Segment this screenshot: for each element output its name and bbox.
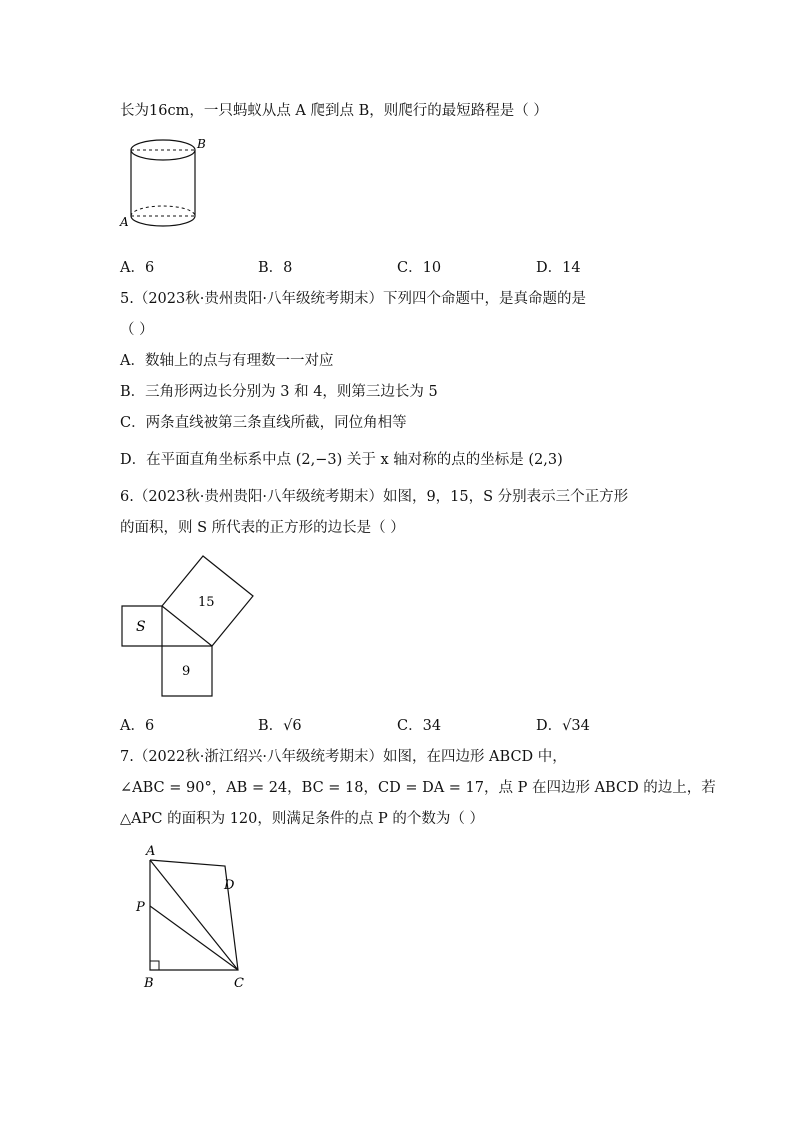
cylinder-figure (112, 132, 222, 232)
q4-option-b[interactable]: B．8 (258, 260, 293, 276)
q4-option-a[interactable]: A．6 (120, 260, 155, 276)
q5-stem-line2: （ ） (120, 322, 154, 338)
squares-figure (112, 548, 272, 708)
q6-option-b[interactable]: B．√6 (258, 718, 302, 734)
q5-option-a[interactable]: A．数轴上的点与有理数一一对应 (120, 353, 334, 369)
q6-option-d[interactable]: D．√34 (536, 718, 590, 734)
quad-label-b: B (144, 976, 154, 991)
q5-option-b[interactable]: B．三角形两边长分别为 3 和 4，则第三边长为 5 (120, 384, 438, 400)
cylinder-label-b: B (197, 137, 206, 151)
q5-stem-line1: 5.（2023秋·贵州贵阳·八年级统考期末）下列四个命题中，是真命题的是 (120, 291, 586, 307)
q6-stem-line2: 的面积，则 S 所代表的正方形的边长是（ ） (120, 520, 405, 536)
quadrilateral-figure (128, 838, 268, 998)
square-label-15: 15 (198, 595, 215, 610)
q6-option-a[interactable]: A．6 (120, 718, 155, 734)
square-label-s: S (136, 619, 146, 635)
q5-option-d[interactable]: D．在平面直角坐标系中点 (2,−3) 关于 x 轴对称的点的坐标是 (2,3) (120, 452, 563, 468)
q4-option-d[interactable]: D．14 (536, 260, 581, 276)
q7-stem-line3: △APC 的面积为 120，则满足条件的点 P 的个数为（ ） (120, 811, 484, 827)
q5-option-c[interactable]: C．两条直线被第三条直线所截，同位角相等 (120, 415, 407, 431)
q6-options (120, 716, 660, 736)
quad-label-a: A (146, 844, 156, 859)
quad-label-c: C (234, 976, 244, 991)
quad-label-d: D (224, 878, 235, 893)
q6-stem-line1: 6.（2023秋·贵州贵阳·八年级统考期末）如图，9，15，S 分别表示三个正方形 (120, 489, 629, 505)
q7-stem-line2: ∠ABC = 90°，AB = 24，BC = 18，CD = DA = 17，点 P 在四边形 ABCD 的边上，若 (120, 780, 716, 796)
q4-options (120, 258, 660, 278)
quad-label-p: P (136, 900, 145, 915)
square-label-9: 9 (182, 664, 191, 679)
q4-option-c[interactable]: C．10 (397, 260, 442, 276)
cylinder-label-a: A (120, 215, 129, 229)
q6-option-c[interactable]: C．34 (397, 718, 442, 734)
q4-stem-continued: 长为16cm，一只蚂蚁从点 A 爬到点 B，则爬行的最短路程是（ ） (120, 103, 548, 119)
q7-stem-line1: 7.（2022秋·浙江绍兴·八年级统考期末）如图，在四边形 ABCD 中， (120, 749, 567, 765)
